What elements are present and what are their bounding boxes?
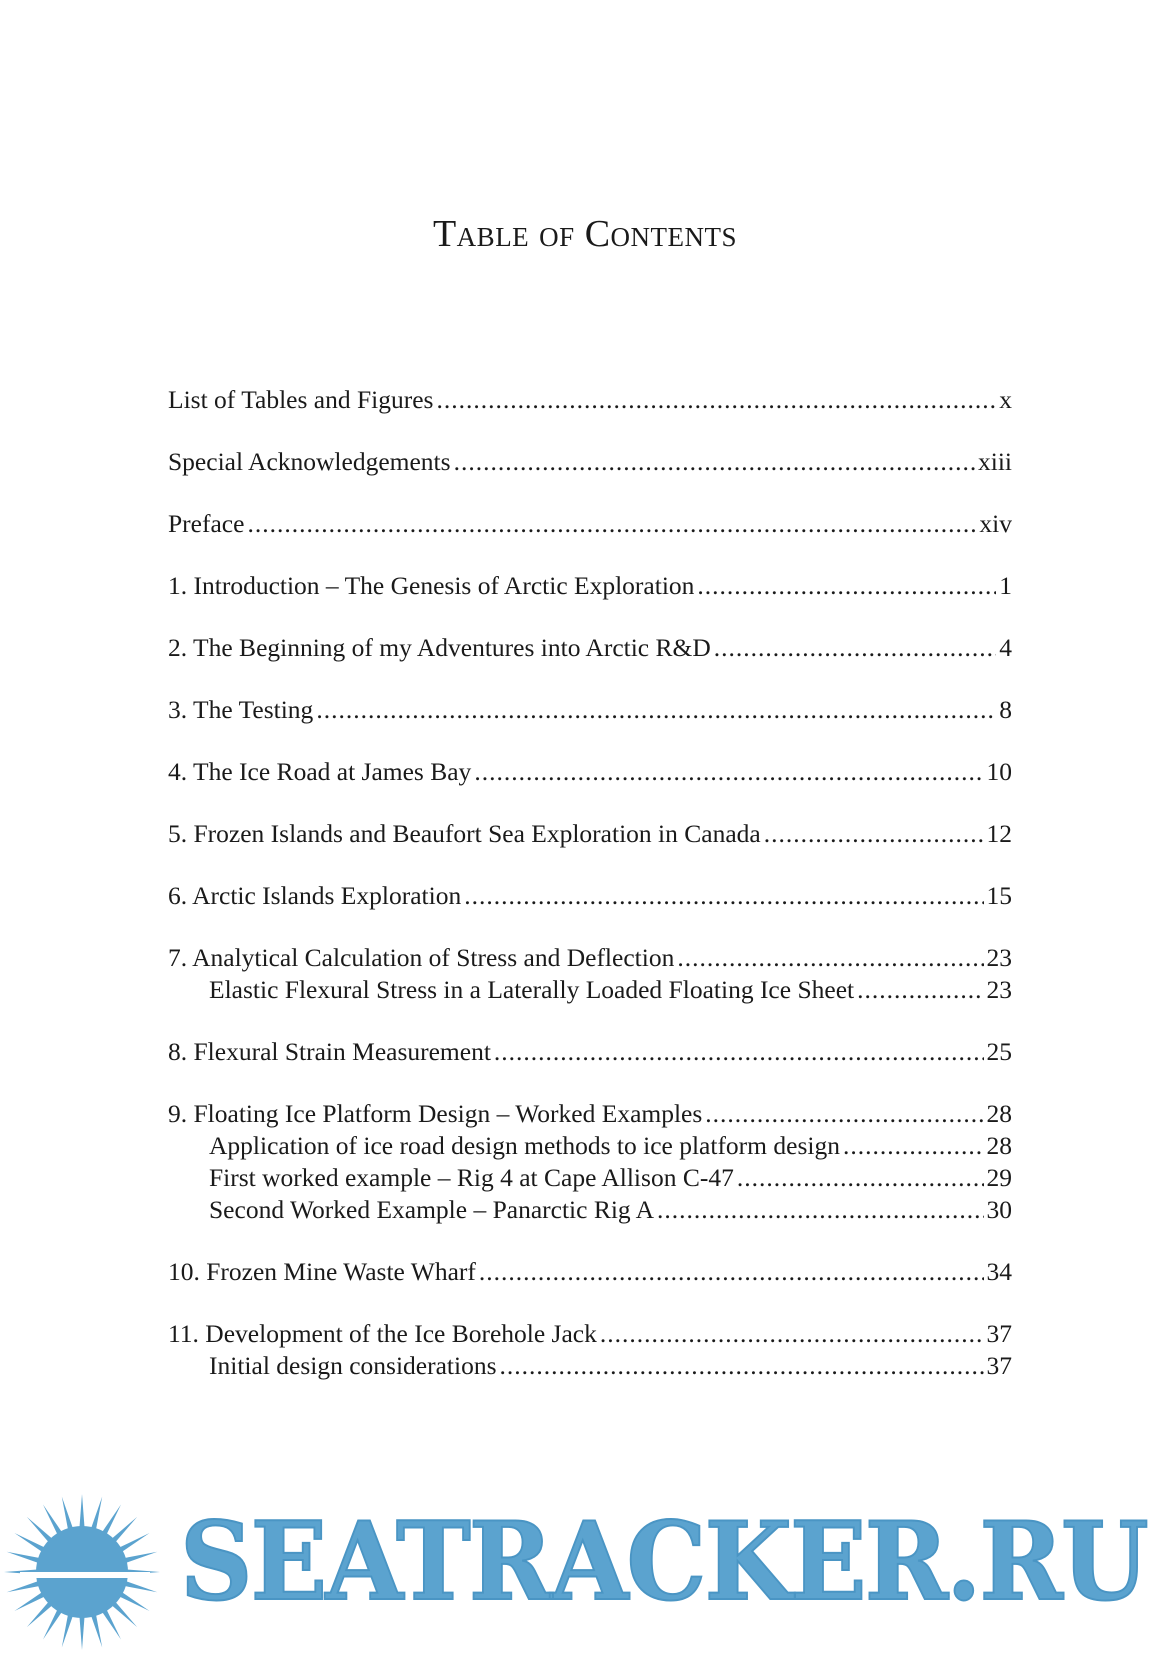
- toc-group: [168, 694, 1012, 726]
- dot-leader: [677, 942, 983, 974]
- dot-leader: [737, 1162, 984, 1194]
- toc-entry-title: 5. Frozen Islands and Beaufort Sea Exploration in Canada: [168, 819, 761, 848]
- toc-subentry[interactable]: [168, 1162, 1012, 1194]
- dot-leader: [600, 1318, 984, 1350]
- toc-entry[interactable]: [168, 570, 1012, 602]
- toc-entry-title: 3. The Testing: [168, 695, 314, 724]
- toc-entry-page: 10: [986, 757, 1012, 786]
- toc-entry[interactable]: [168, 1098, 1012, 1130]
- toc-entry-title: 9. Floating Ice Platform Design – Worked Examples: [168, 1099, 703, 1128]
- dot-leader: [436, 384, 996, 416]
- toc-entry-page: 25: [986, 1037, 1012, 1066]
- toc-entry-title: Special Acknowledgements: [168, 447, 451, 476]
- toc-subentry[interactable]: [168, 1130, 1012, 1162]
- toc-entry-page: 34: [986, 1257, 1012, 1286]
- toc-group: [168, 1098, 1012, 1226]
- dot-leader: [764, 818, 984, 850]
- watermark-text: SEATRACKER.RU: [180, 1499, 1147, 1625]
- dot-leader: [479, 1256, 984, 1288]
- dot-leader: [843, 1130, 984, 1162]
- toc-entry-page: xiii: [977, 447, 1012, 476]
- sun-icon: [0, 1490, 180, 1650]
- toc-entry-title: 7. Analytical Calculation of Stress and Deflection: [168, 943, 675, 972]
- toc-group: [168, 1256, 1012, 1288]
- toc-entry-title: Initial design considerations: [209, 1351, 497, 1380]
- toc-entry-title: List of Tables and Figures: [168, 385, 434, 414]
- toc-entry-title: Second Worked Example – Panarctic Rig A: [209, 1195, 655, 1224]
- toc-group: [168, 632, 1012, 664]
- toc-entry[interactable]: [168, 818, 1012, 850]
- toc-group: [168, 384, 1012, 416]
- dot-leader: [500, 1350, 984, 1382]
- toc-entry[interactable]: [168, 446, 1012, 478]
- toc-entry-page: 8: [999, 695, 1012, 724]
- toc-entry-page: 28: [986, 1131, 1012, 1160]
- toc-group: [168, 942, 1012, 1006]
- dot-leader: [697, 570, 996, 602]
- toc-entry[interactable]: [168, 1256, 1012, 1288]
- toc-entry-page: 37: [986, 1351, 1012, 1380]
- dot-leader: [316, 694, 996, 726]
- dot-leader: [494, 1036, 984, 1068]
- toc-group: [168, 446, 1012, 478]
- dot-leader: [454, 446, 975, 478]
- toc-entry-title: 2. The Beginning of my Adventures into Arctic R&D: [168, 633, 711, 662]
- toc-entry-title: 1. Introduction – The Genesis of Arctic Exploration: [168, 571, 695, 600]
- toc-entry-title: 8. Flexural Strain Measurement: [168, 1037, 491, 1066]
- toc-entry[interactable]: [168, 384, 1012, 416]
- toc-entry[interactable]: [168, 1036, 1012, 1068]
- toc-group: [168, 1318, 1012, 1382]
- toc-entry-page: 29: [986, 1163, 1012, 1192]
- toc-entry[interactable]: [168, 1318, 1012, 1350]
- table-of-contents: [168, 384, 1012, 1412]
- toc-entry-title: First worked example – Rig 4 at Cape Allison C-47: [209, 1163, 734, 1192]
- toc-subentry[interactable]: [168, 1350, 1012, 1382]
- dot-leader: [714, 632, 996, 664]
- toc-entry-page: xiv: [979, 509, 1012, 538]
- dot-leader: [474, 756, 983, 788]
- toc-entry-page: 4: [999, 633, 1012, 662]
- toc-entry-page: 30: [986, 1195, 1012, 1224]
- toc-group: [168, 508, 1012, 540]
- toc-group: [168, 818, 1012, 850]
- toc-entry-title: 6. Arctic Islands Exploration: [168, 881, 462, 910]
- toc-group: [168, 570, 1012, 602]
- toc-entry[interactable]: [168, 694, 1012, 726]
- dot-leader: [857, 974, 983, 1006]
- dot-leader: [657, 1194, 983, 1226]
- dot-leader: [247, 508, 976, 540]
- page-title: Table of Contents: [432, 213, 738, 255]
- toc-entry[interactable]: [168, 508, 1012, 540]
- toc-entry-page: 15: [986, 881, 1012, 910]
- toc-entry-page: 28: [986, 1099, 1012, 1128]
- toc-entry-title: 11. Development of the Ice Borehole Jack: [168, 1319, 597, 1348]
- toc-entry-page: 23: [986, 975, 1012, 1004]
- toc-entry[interactable]: [168, 942, 1012, 974]
- toc-group: [168, 880, 1012, 912]
- toc-group: [168, 756, 1012, 788]
- watermark: [0, 1490, 1170, 1650]
- dot-leader: [705, 1098, 983, 1130]
- toc-entry-page: 12: [986, 819, 1012, 848]
- toc-subentry[interactable]: [168, 974, 1012, 1006]
- toc-entry-page: 37: [986, 1319, 1012, 1348]
- toc-entry-title: 4. The Ice Road at James Bay: [168, 757, 472, 786]
- dot-leader: [464, 880, 983, 912]
- toc-group: [168, 1036, 1012, 1068]
- toc-entry-page: 1: [999, 571, 1012, 600]
- toc-entry[interactable]: [168, 632, 1012, 664]
- toc-entry[interactable]: [168, 756, 1012, 788]
- toc-entry-title: Preface: [168, 509, 245, 538]
- toc-entry-title: 10. Frozen Mine Waste Wharf: [168, 1257, 476, 1286]
- toc-entry-page: x: [999, 385, 1012, 414]
- toc-entry[interactable]: [168, 880, 1012, 912]
- toc-entry-title: Elastic Flexural Stress in a Laterally Loaded Floating Ice Sheet: [209, 975, 855, 1004]
- toc-subentry[interactable]: [168, 1194, 1012, 1226]
- toc-entry-page: 23: [986, 943, 1012, 972]
- toc-entry-title: Application of ice road design methods to ice platform design: [209, 1131, 840, 1160]
